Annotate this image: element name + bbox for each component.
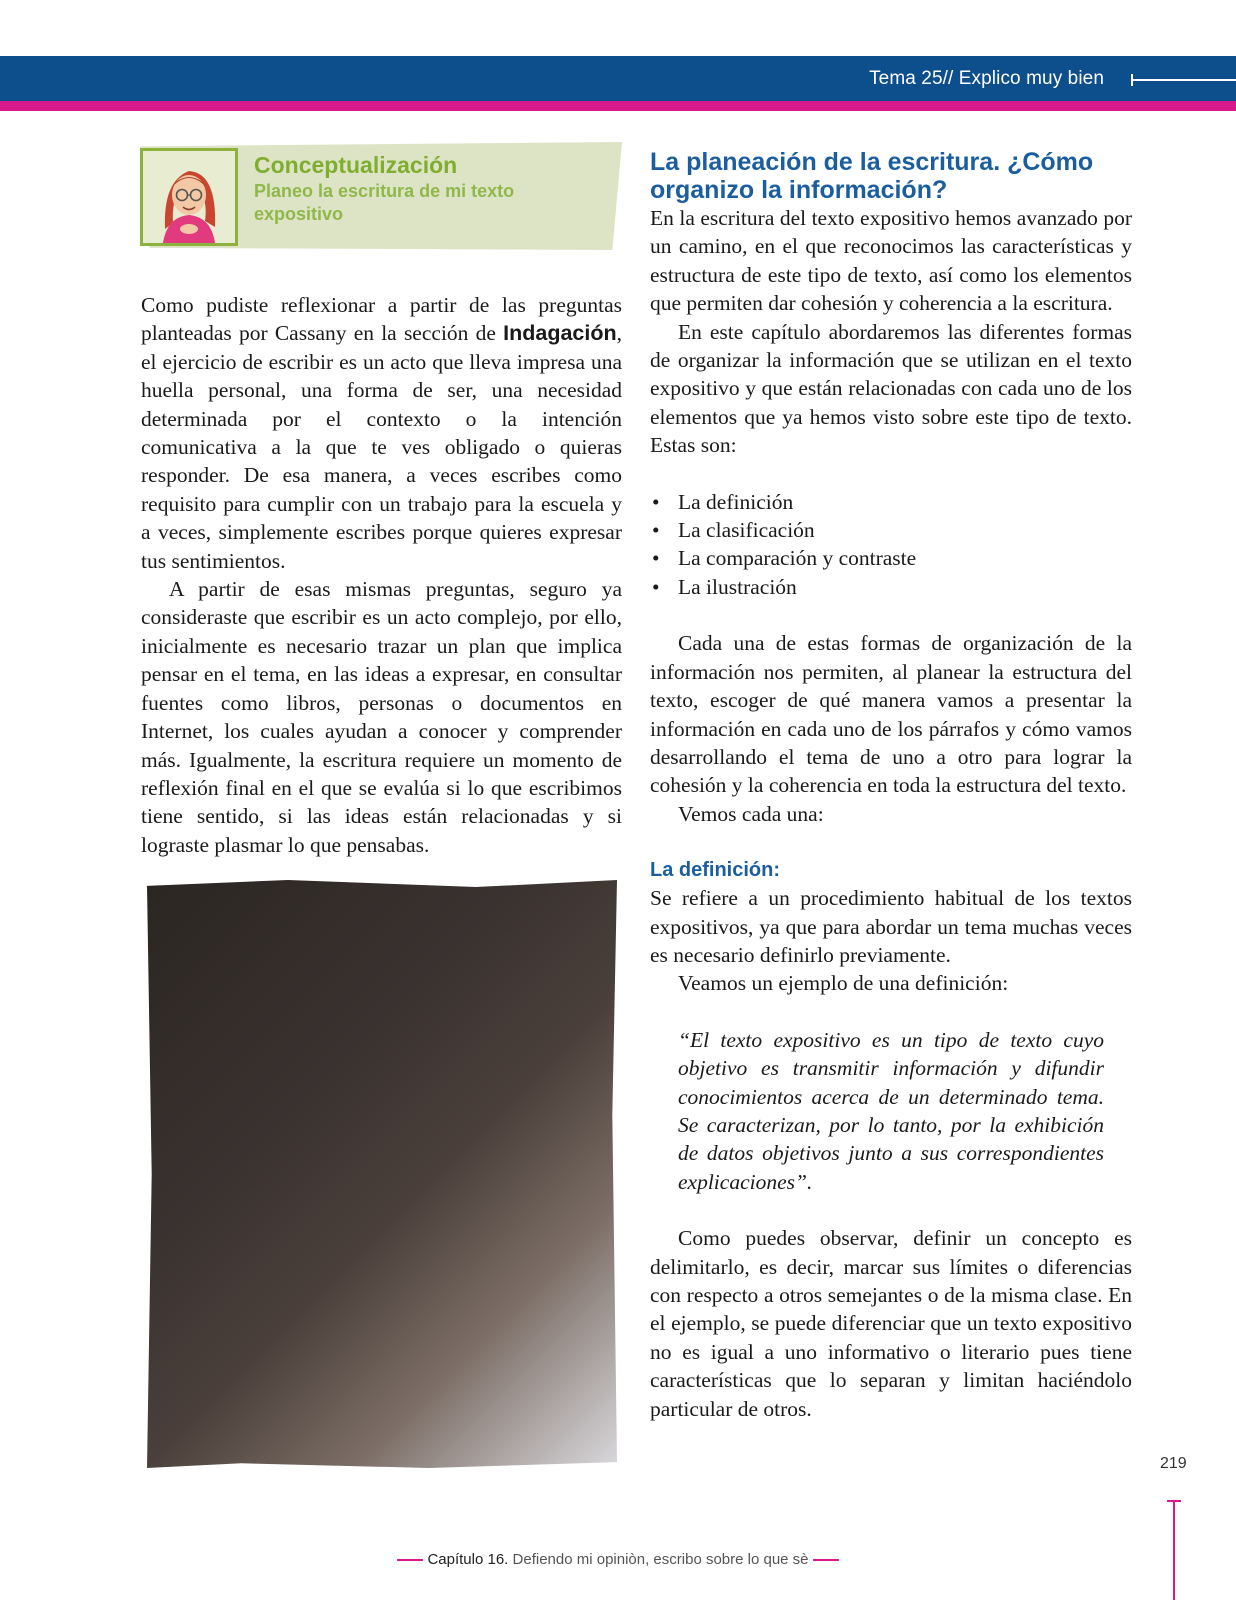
list-item: • La clasificación [652,518,815,543]
concept-subtitle: Planeo la escritura de mi texto expositivo [254,181,515,224]
left-paragraph-1-start: Como pudiste reflexionar a partir de las preguntas planteadas por Cassany en la sección de [141,293,622,346]
page-number: 219 [1160,1455,1187,1472]
right-paragraph-1: En la escritura del texto expositivo hemos avanzado por un camino, en el que reconocimos las características y estructura de este tipo de texto, así como los elementos que permiten dar cohesión y coherencia a la escritura. [650,206,1132,316]
header-stripe [0,101,1236,111]
right-paragraph-6: Veamos un ejemplo de una definición: [678,971,1009,996]
left-paragraph-1 [141,291,622,575]
concept-title: Conceptualización [254,152,458,178]
page-marker-line [1173,1500,1175,1600]
left-paragraph-1-end: , el ejercicio de escribir es un acto que lleva impresa una huella personal, una forma de ser, una necesidad determinada por el contexto o la intención comunicativa a la que te ves obligado o quieras responder. De esa manera, a veces escribes como requisito para cumplir con un trabajo para la escuela y a veces, simplemente escribes porque quieres expresar tus sentimientos. [141,321,622,573]
right-paragraph-3: Cada una de estas formas de organización de la información nos permiten, al planear la estructura del texto, escoger de qué manera vamos a presentar la información en cada uno de los párrafos y cómo vamos desarrollando el tema de uno a otro para lograr la cohesión y la coherencia en toda la estructura del texto. [650,631,1132,798]
right-paragraph-2: En este capítulo abordaremos las diferentes formas de organizar la información que se utilizan en el texto expositivo y que están relacionadas con cada uno de los elementos que ya hemos visto sobre este tipo de texto. Estas son: [650,319,1132,458]
right-column [650,148,1132,1423]
section-heading: La planeación de la escritura. ¿Cómo organizo la información? [650,148,1094,204]
definition-quote: “El texto expositivo es un tipo de texto cuyo objetivo es transmitir información y difundir conocimientos acerca de un determinado tema. Se caracterizan, por lo tanto, por la exhibición de datos objetivos junto a sus correspondientes explicaciones”. [678,1027,1104,1194]
avatar [140,148,238,246]
right-paragraph-4: Vemos cada una: [678,801,824,826]
left-column [141,291,622,859]
list-item: • La ilustración [652,574,797,599]
list-item-text: La ilustración [678,574,797,599]
indagacion-term: Indagación [503,321,617,346]
student-writing-photo [147,880,617,1468]
footer [0,1551,1236,1568]
definition-heading: La definición: [650,859,780,882]
list-item: • La comparación y contraste [652,546,917,571]
list-item-text: La comparación y contraste [678,546,917,571]
footer-title: Defiendo mi opiniòn, escribo sobre lo que sè [512,1551,809,1568]
footer-left-rule [397,1559,423,1561]
list-item-text: La definición [678,489,794,514]
list-item-text: La clasificación [678,518,815,543]
right-paragraph-5: Se refiere a un procedimiento habitual de los textos expositivos, ya que para abordar un tema muchas veces es necesario definirlo previamente. [650,886,1132,967]
list-item: • La definición [652,489,794,514]
left-paragraph-2: A partir de esas mismas preguntas, seguro ya consideraste que escribir es un acto complejo, por ello, inicialmente es necesario trazar un plan que implica pensar en el tema, en las ideas a expresar, en consultar fuentes como libros, personas o documentos en Internet, los cuales ayudan a conocer y comprender más. Igualmente, la escritura requiere un momento de reflexión final en el que se evalúa si lo que escribimos tiene sentido, si las ideas están relacionadas y si lograste plasmar lo que pensabas. [141,577,622,857]
header-title: Tema 25// Explico muy bien [869,68,1104,89]
footer-chapter: Capítulo 16. [427,1551,509,1568]
right-paragraph-7: Como puedes observar, definir un concepto es delimitarlo, es decir, marcar sus límites o diferencias con respecto a otros semejantes o de la misma clase. En el ejemplo, se puede diferenciar que un texto expositivo no es igual a uno informativo o literario pues tiene características que lo separan y limitan haciéndolo particular de otros. [650,1226,1132,1421]
student-cartoon-icon [143,151,235,243]
footer-right-rule [813,1559,839,1561]
organization-forms-list [650,488,1132,602]
header-rule [1131,79,1236,81]
